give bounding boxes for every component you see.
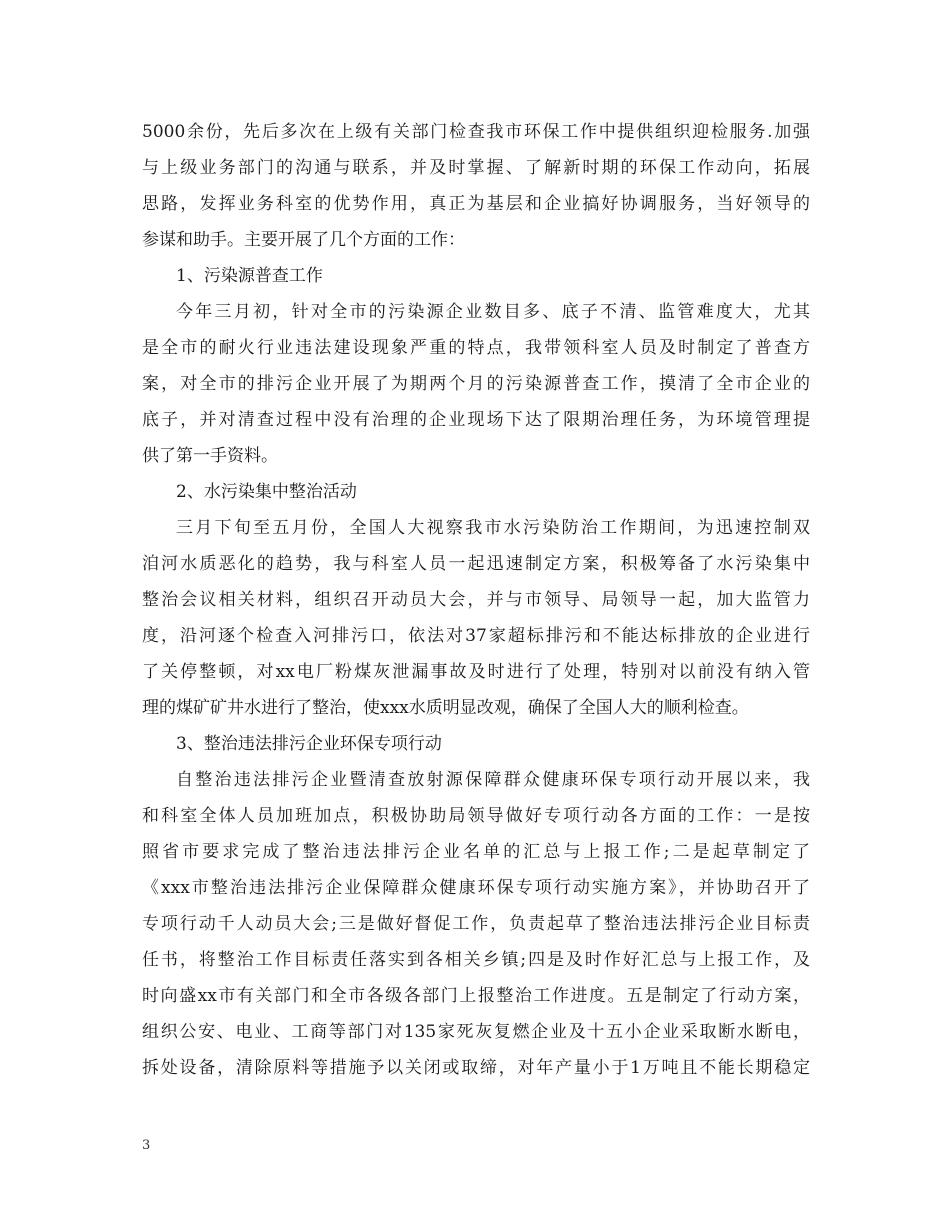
text-line: 拆处设备，清除原料等措施予以关闭或取缔，对年产量小于1万吨且不能长期稳定 bbox=[142, 1058, 810, 1078]
text-line: 和科室全体人员加班加点，积极协助局领导做好专项行动各方面的工作：一是按 bbox=[142, 806, 810, 826]
text-line: 今年三月初，针对全市的污染源企业数目多、底子不清、监管难度大，尤其 bbox=[176, 302, 810, 322]
section-heading: 2、水污染集中整治活动 bbox=[176, 482, 357, 502]
text-line: 供了第一手资料。 bbox=[142, 446, 278, 466]
text-line: 案，对全市的排污企业开展了为期两个月的污染源普查工作，摸清了全市企业的 bbox=[142, 374, 810, 394]
text-line: 三月下旬至五月份，全国人大视察我市水污染防治工作期间，为迅速控制双 bbox=[176, 518, 810, 538]
text-line: 思路，发挥业务科室的优势作用，真正为基层和企业搞好协调服务，当好领导的 bbox=[142, 194, 810, 214]
text-line: 时向盛xx市有关部门和全市各级各部门上报整治工作进度。五是制定了行动方案， bbox=[142, 986, 810, 1006]
text-line: 底子，并对清查过程中没有治理的企业现场下达了限期治理任务，为环境管理提 bbox=[142, 410, 810, 430]
text-line: 专项行动千人动员大会;三是做好督促工作，负责起草了整治违法排污企业目标责 bbox=[142, 914, 810, 934]
section-heading: 3、整治违法排污企业环保专项行动 bbox=[176, 734, 442, 754]
text-line: 自整治违法排污企业暨清查放射源保障群众健康环保专项行动开展以来，我 bbox=[176, 770, 810, 790]
body-text bbox=[142, 114, 810, 1086]
text-line: 整治会议相关材料，组织召开动员大会，并与市领导、局领导一起，加大监管力 bbox=[142, 590, 810, 610]
text-line: 组织公安、电业、工商等部门对135家死灰复燃企业及十五小企业采取断水断电， bbox=[142, 1022, 810, 1042]
page-number: 3 bbox=[142, 1138, 151, 1153]
text-line: 是全市的耐火行业违法建设现象严重的特点，我带领科室人员及时制定了普查方 bbox=[142, 338, 810, 358]
text-line: 了关停整顿，对xx电厂粉煤灰泄漏事故及时进行了处理，特别对以前没有纳入管 bbox=[142, 662, 810, 682]
text-line: 任书，将整治工作目标责任落实到各相关乡镇;四是及时作好汇总与上报工作，及 bbox=[142, 950, 810, 970]
text-line: 5000余份，先后多次在上级有关部门检查我市环保工作中提供组织迎检服务.加强 bbox=[142, 122, 810, 142]
text-line: 洎河水质恶化的趋势，我与科室人员一起迅速制定方案，积极筹备了水污染集中 bbox=[142, 554, 810, 574]
text-line: 《xxx市整治违法排污企业保障群众健康环保专项行动实施方案》，并协助召开了 bbox=[142, 878, 810, 898]
section-heading: 1、污染源普查工作 bbox=[176, 266, 323, 286]
text-line: 与上级业务部门的沟通与联系，并及时掌握、了解新时期的环保工作动向，拓展 bbox=[142, 158, 810, 178]
text-line: 参谋和助手。主要开展了几个方面的工作： bbox=[142, 230, 465, 250]
text-line: 度，沿河逐个检查入河排污口，依法对37家超标排污和不能达标排放的企业进行 bbox=[142, 626, 810, 646]
text-line: 照省市要求完成了整治违法排污企业名单的汇总与上报工作;二是起草制定了 bbox=[142, 842, 810, 862]
text-line: 理的煤矿矿井水进行了整治，使xxx水质明显改观，确保了全国人大的顺利检查。 bbox=[142, 698, 749, 718]
